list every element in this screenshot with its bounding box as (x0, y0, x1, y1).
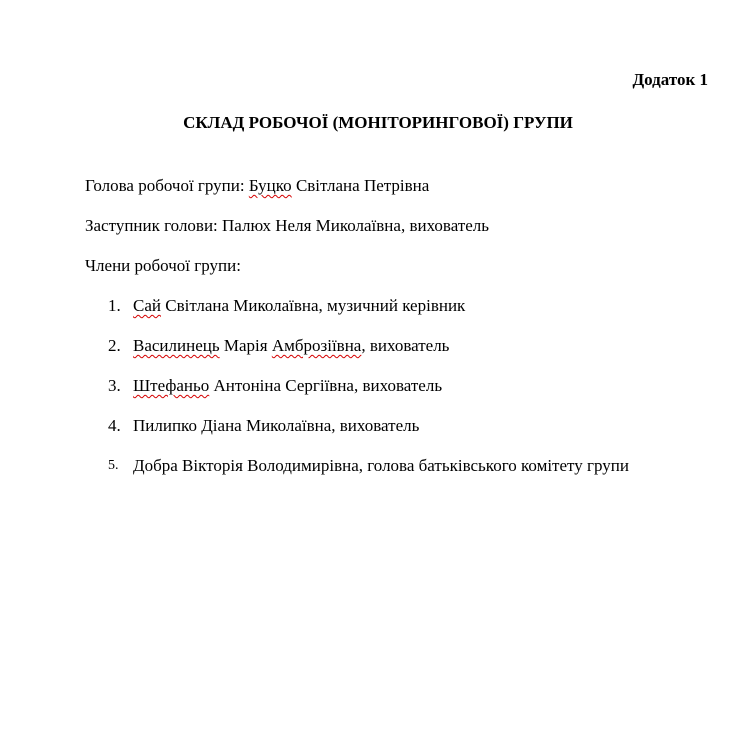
member-details: Діана Миколаївна, вихователь (196, 416, 420, 435)
list-item-text (133, 376, 442, 396)
member-surname: Сай (133, 296, 161, 315)
deputy-head-line: Заступник голови: Палюх Неля Миколаївна, вихователь (85, 216, 490, 235)
member-surname: Добра (133, 456, 178, 475)
member-details: Вікторія Володимирівна, голова батьківського комітету групи (177, 456, 629, 475)
member-patronymic: Амброзіївна (271, 336, 362, 355)
list-item-text (133, 296, 465, 316)
group-head-surname: Буцко (248, 176, 292, 195)
list-item-number: 4. (108, 416, 121, 435)
list-item-text (133, 456, 629, 476)
list-item-number: 2. (108, 336, 121, 355)
group-head-line (85, 176, 429, 196)
list-item-number: 1. (108, 296, 121, 315)
member-details: Світлана Миколаївна, музичний керівник (160, 296, 466, 315)
group-head-prefix: Голова робочої групи: (85, 176, 249, 195)
member-details: Антоніна Сергіївна, вихователь (209, 376, 443, 395)
appendix-label: Додаток 1 (632, 70, 708, 89)
list-item-number: 5. (108, 458, 119, 473)
list-item-text (133, 416, 419, 436)
member-surname: Штефаньо (133, 376, 210, 395)
list-item-number: 3. (108, 376, 121, 395)
member-surname: Пилипко (133, 416, 197, 435)
member-details: , вихователь (361, 336, 450, 355)
list-item-text (133, 336, 449, 356)
document-title: СКЛАД РОБОЧОЇ (МОНІТОРИНГОВОЇ) ГРУПИ (183, 113, 573, 132)
member-name: Марія (219, 336, 272, 355)
members-label: Члени робочої групи: (85, 256, 241, 275)
member-surname: Василинець (133, 336, 220, 355)
group-head-name: Світлана Петрівна (291, 176, 430, 195)
